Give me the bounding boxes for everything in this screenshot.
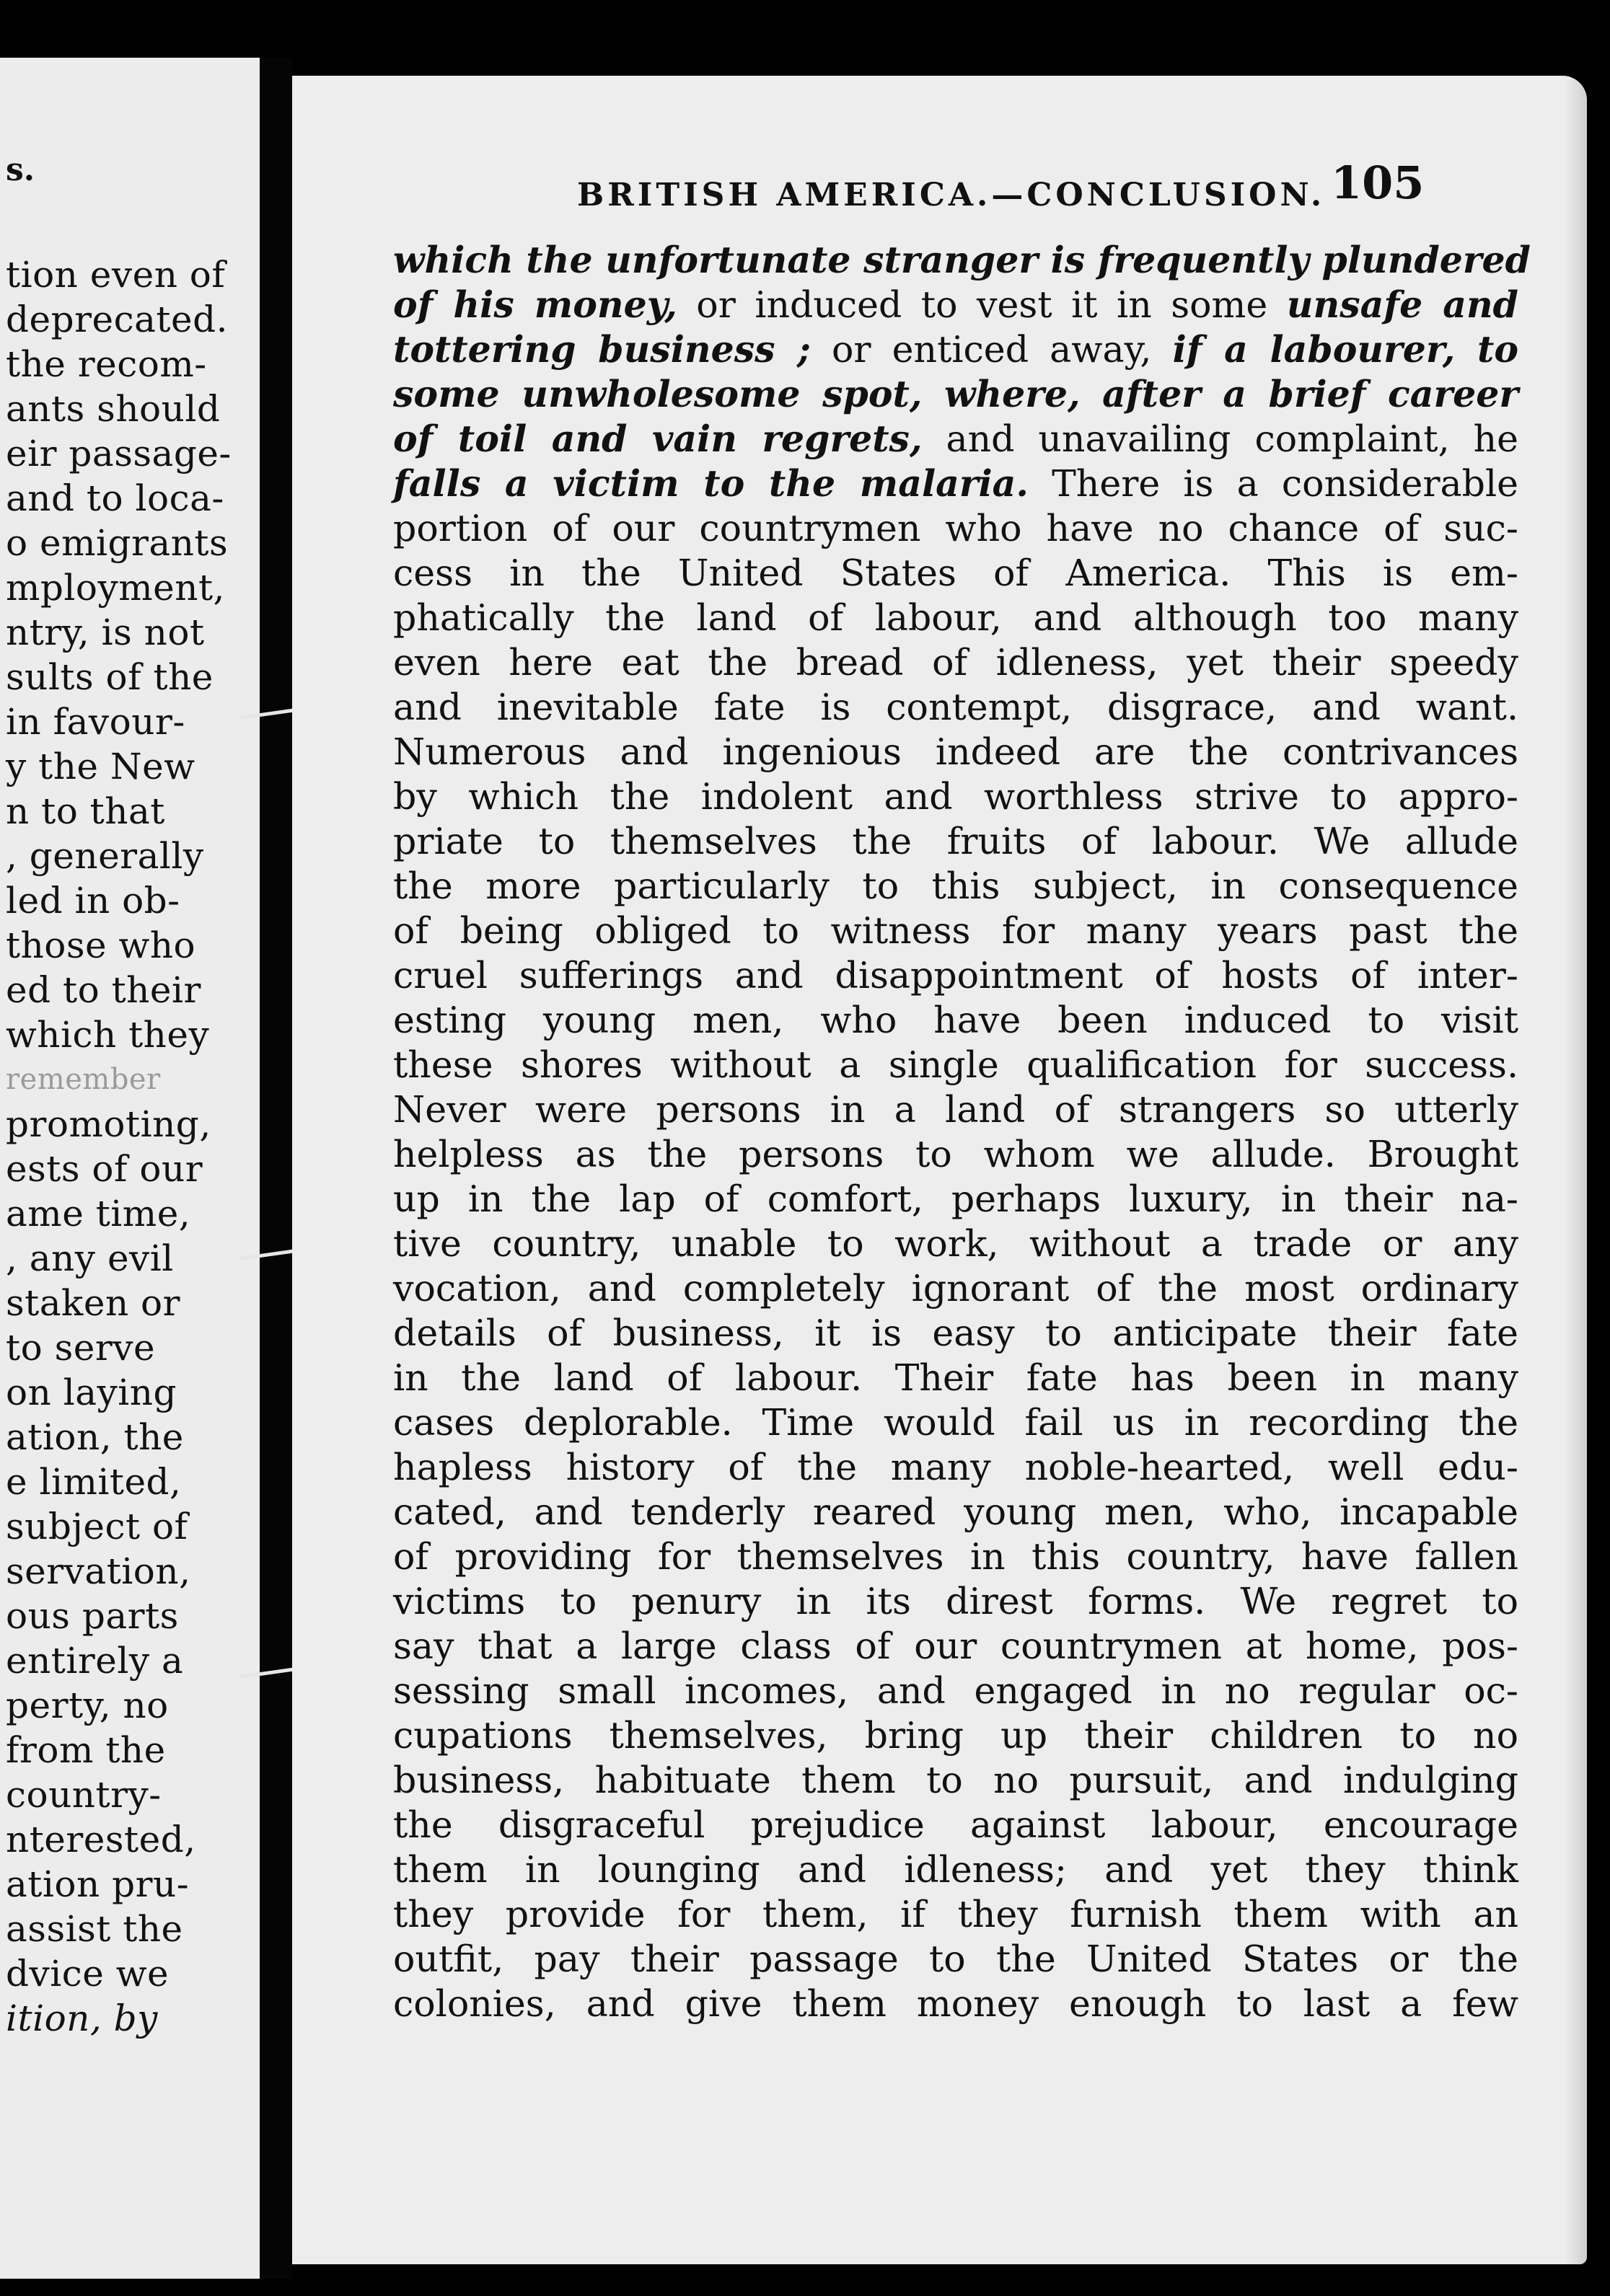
text-run: of being obliged to witness for many years past the: [393, 909, 1518, 952]
text-run: cruel sufferings and disappointment of hosts of inter-: [393, 954, 1518, 997]
text-run: hapless history of the many noble-hearted, well edu-: [393, 1446, 1518, 1488]
left-text-line: staken or: [6, 1282, 181, 1324]
text-line: [393, 685, 1518, 730]
text-run: helpless as the persons to whom we allude. Brought: [393, 1133, 1518, 1175]
text-run: cupations themselves, bring up their children to no: [393, 1714, 1518, 1757]
text-run: these shores without a single qualification for success.: [393, 1043, 1518, 1086]
text-line: [393, 1177, 1518, 1222]
text-line: [393, 1579, 1518, 1624]
left-text-line: ation pru-: [6, 1863, 190, 1905]
text-run: and inevitable fate is contempt, disgrace, and want.: [393, 686, 1518, 728]
left-text-line: o emigrants: [6, 522, 229, 564]
left-text-line: on laying: [6, 1372, 177, 1413]
text-line: [393, 1043, 1518, 1087]
text-line: [393, 1669, 1518, 1713]
page-edge: [1565, 76, 1587, 2264]
text-line: [393, 998, 1518, 1043]
left-text-line: e limited,: [6, 1461, 182, 1503]
text-run: them in lounging and idleness; and yet they think: [393, 1848, 1518, 1891]
text-line: [393, 1937, 1518, 1982]
left-text-line: mployment,: [6, 567, 225, 609]
text-line: [393, 1445, 1518, 1490]
left-text-line: led in ob-: [6, 880, 180, 922]
text-run: the disgraceful prejudice against labour, encourage: [393, 1803, 1518, 1846]
text-line: [393, 1400, 1518, 1445]
text-line: [393, 1982, 1518, 2026]
text-line: [393, 1222, 1518, 1266]
text-run: and unavailing complaint, he: [922, 418, 1518, 460]
text-run: or induced to vest it in some: [677, 283, 1287, 326]
left-text-line: entirely a: [6, 1640, 184, 1682]
left-text-line: y the New: [6, 746, 195, 787]
text-line: [393, 596, 1518, 640]
left-text-line: ation, the: [6, 1416, 184, 1458]
left-page: [0, 58, 260, 2279]
text-line: [393, 1490, 1518, 1535]
text-run: even here eat the bread of idleness, yet their speedy: [393, 641, 1518, 684]
left-text-line: servation,: [6, 1550, 191, 1592]
text-run: cases deplorable. Time would fail us in recording the: [393, 1401, 1518, 1444]
text-run: sessing small incomes, and engaged in no regular oc-: [393, 1669, 1518, 1712]
left-text-line: sults of the: [6, 656, 214, 698]
text-run: tive country, unable to work, without a trade or any: [393, 1222, 1518, 1265]
text-line: [393, 774, 1518, 819]
text-line: [393, 417, 1518, 462]
text-line: [393, 1847, 1518, 1892]
left-text-line: ition, by: [6, 1997, 158, 2039]
left-text-line: perty, no: [6, 1685, 169, 1726]
text-run: portion of our countrymen who have no chance of suc-: [393, 507, 1518, 549]
left-text-line: to serve: [6, 1327, 156, 1369]
text-run: priate to themselves the fruits of labour. We allude: [393, 820, 1518, 862]
text-run: Numerous and ingenious indeed are the contrivances: [393, 730, 1518, 773]
text-line: [393, 283, 1518, 327]
text-run: the more particularly to this subject, in consequence: [393, 865, 1518, 907]
left-text-line: assist the: [6, 1908, 183, 1950]
left-text-line: dvice we: [6, 1953, 170, 1995]
left-text-line: promoting,: [6, 1103, 211, 1145]
text-run: victims to penury in its direst forms. We regret to: [393, 1580, 1518, 1622]
left-text-line: , any evil: [6, 1237, 174, 1279]
text-run: phatically the land of labour, and although too many: [393, 596, 1518, 639]
text-run: outfit, pay their passage to the United States or the: [393, 1938, 1518, 1980]
text-line: [393, 1266, 1518, 1311]
left-text-line: eir passage-: [6, 433, 232, 474]
text-line: [393, 551, 1518, 596]
text-line: [393, 238, 1531, 283]
text-run: up in the lap of comfort, perhaps luxury, in their na-: [393, 1178, 1518, 1220]
right-page: [292, 76, 1587, 2264]
left-text-line: ests of our: [6, 1148, 203, 1190]
text-run: in the land of labour. Their fate has been in many: [393, 1356, 1518, 1399]
text-run: by which the indolent and worthless strive to appro-: [393, 775, 1518, 818]
text-line: [393, 1356, 1518, 1400]
left-text-line: deprecated.: [6, 299, 228, 340]
left-text-line: n to that: [6, 790, 165, 832]
text-line: [393, 819, 1518, 864]
text-run: colonies, and give them money enough to last a few: [393, 1982, 1518, 2025]
left-text-line: ame time,: [6, 1193, 191, 1235]
italic-run: some unwholesome spot, where, after a brief career: [393, 373, 1518, 415]
text-run: Never were persons in a land of strangers so utterly: [393, 1088, 1518, 1131]
left-text-line: the recom-: [6, 343, 207, 385]
italic-run: unsafe and: [1286, 283, 1518, 326]
body-text: [393, 238, 1531, 2026]
italic-run: falls a victim to the malaria.: [393, 462, 1029, 505]
left-page-text: [6, 252, 251, 2041]
left-text-line: ed to their: [6, 969, 201, 1011]
italic-run: tottering business ;: [393, 328, 811, 371]
text-run: esting young men, who have been induced to visit: [393, 999, 1518, 1041]
left-text-line: subject of: [6, 1506, 188, 1547]
text-line: [393, 372, 1518, 417]
left-text-line: country-: [6, 1774, 162, 1816]
text-line: [393, 1713, 1518, 1758]
text-run: or enticed away,: [810, 328, 1173, 371]
text-line: [393, 1535, 1518, 1579]
text-line: [393, 909, 1518, 953]
text-run: vocation, and completely ignorant of the most ordinary: [393, 1267, 1518, 1310]
text-line: [393, 1624, 1518, 1669]
left-text-line: those who: [6, 924, 196, 966]
italic-run: if a labourer, to: [1172, 328, 1518, 371]
text-run: of providing for themselves in this country, have fallen: [393, 1535, 1518, 1578]
text-line: [393, 462, 1518, 506]
text-line: [393, 953, 1518, 998]
text-line: [393, 640, 1518, 685]
left-text-line: which they: [6, 1014, 210, 1056]
left-text-line: from the: [6, 1729, 166, 1771]
text-line: [393, 730, 1518, 774]
italic-run: which the unfortunate stranger is frequently plundered: [393, 239, 1531, 281]
italic-run: of toil and vain regrets,: [393, 418, 923, 460]
text-line: [393, 1892, 1518, 1937]
text-run: cess in the United States of America. This is em-: [393, 552, 1518, 594]
text-line: [393, 506, 1518, 551]
left-text-line: tion even of: [6, 254, 226, 296]
text-run: There is a considerable: [1028, 462, 1518, 505]
text-line: [393, 1758, 1518, 1803]
left-text-line: ants should: [6, 388, 221, 430]
text-run: cated, and tenderly reared young men, who, incapable: [393, 1491, 1518, 1533]
left-text-line: nterested,: [6, 1819, 196, 1860]
text-line: [393, 1311, 1518, 1356]
left-text-line: and to loca-: [6, 477, 224, 519]
book-gutter: [260, 58, 292, 2279]
text-line: [393, 1087, 1518, 1132]
text-line: [393, 327, 1518, 372]
text-line: [393, 1132, 1518, 1177]
text-run: say that a large class of our countrymen at home, pos-: [393, 1625, 1518, 1667]
page-number: 105: [1331, 156, 1425, 209]
text-run: business, habituate them to no pursuit, and indulging: [393, 1759, 1518, 1801]
left-text-line: ntry, is not: [6, 611, 205, 653]
text-run: they provide for them, if they furnish them with an: [393, 1893, 1518, 1935]
running-head: BRITISH AMERICA.—CONCLUSION.: [577, 177, 1326, 213]
left-text-line: , generally: [6, 835, 204, 877]
italic-run: of his money,: [393, 283, 677, 326]
left-text-line: in favour-: [6, 701, 185, 743]
text-run: details of business, it is easy to anticipate their fate: [393, 1312, 1518, 1354]
left-text-line: remember: [6, 1063, 161, 1096]
left-page-header: s.: [6, 151, 35, 188]
left-text-line: ous parts: [6, 1595, 179, 1637]
text-line: [393, 864, 1518, 909]
text-line: [393, 1803, 1518, 1847]
